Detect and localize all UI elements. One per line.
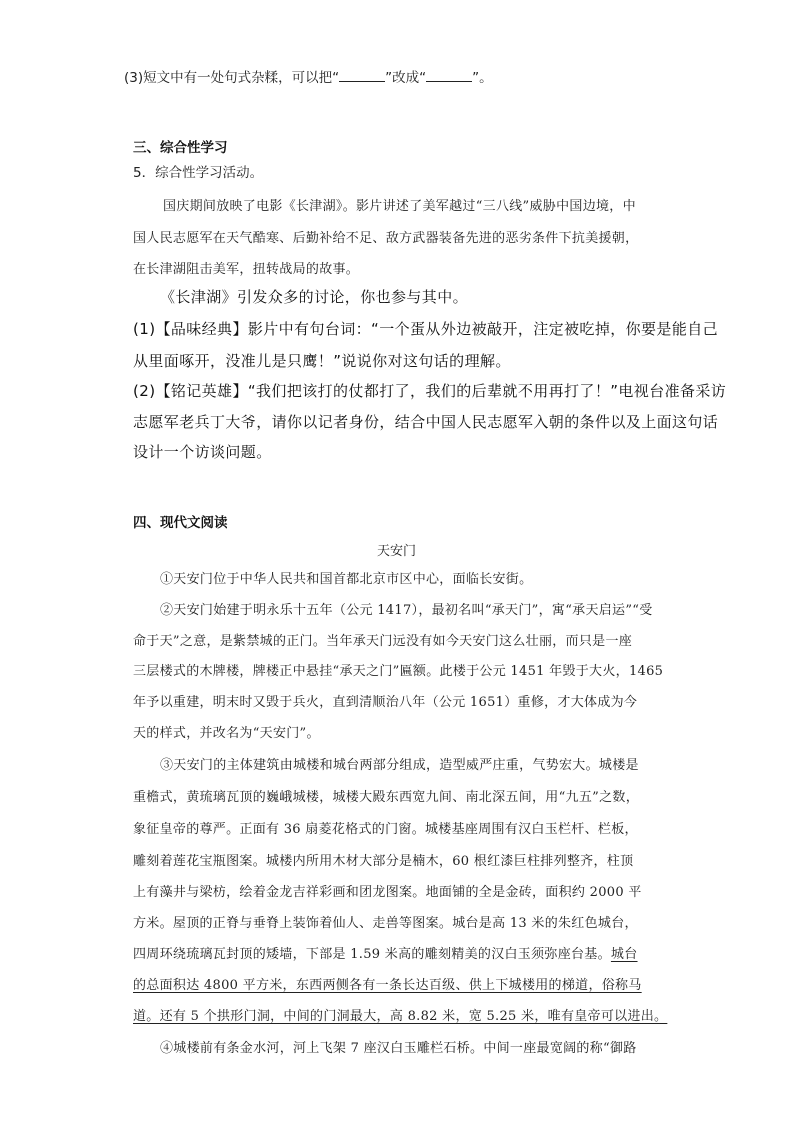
- underlined-sentence-start: 城台: [610, 947, 638, 962]
- question-2-line-1: (2)【铭记英雄】“我们把该打的仗都打了，我们的后辈就不用再打了！”电视台准备采访: [133, 382, 727, 400]
- intro-line-1: 国庆期间放映了电影《长津湖》。影片讲述了美军越过“三八线”威胁中国边境，中: [163, 199, 636, 214]
- question-3-text-middle: ”改成“: [385, 70, 427, 86]
- paragraph-2-line-2: 命于天”之意，是紫禁城的正门。当年承天门远没有如今天安门这么壮丽，而只是一座: [133, 634, 633, 649]
- question-3-text-after: ”。: [472, 70, 493, 86]
- paragraph-4: ④城楼前有条金水河，河上飞架 7 座汉白玉雕栏石桥。中间一座最宽阔的称“御路: [160, 1041, 637, 1056]
- question-1-line-1: (1)【品味经典】影片中有句台词：“一个蛋从外边被敲开，注定被吃掉，你要是能自己: [133, 320, 719, 338]
- answer-blank-2[interactable]: [426, 69, 472, 82]
- paragraph-2-line-5: 天的样式，并改名为“天安门”。: [133, 726, 320, 741]
- paragraph-1: ①天安门位于中华人民共和国首都北京市区中心，面临长安街。: [160, 572, 533, 587]
- paragraph-3-line-5: 上有藻井与梁枋，绘着金龙吉祥彩画和团龙图案。地面铺的全是金砖，面积约 2000 平: [133, 885, 642, 900]
- question-1-line-2: 从里面啄开，没准儿是只鹰！”说说你对这句话的理解。: [133, 352, 511, 370]
- article-title: 天安门: [377, 544, 417, 559]
- answer-blank-1[interactable]: [339, 69, 385, 82]
- paragraph-3-line-4: 雕刻着莲花宝瓶图案。城楼内所用木材大部分是楠木，60 根红漆巨柱排列整齐，柱顶: [133, 854, 634, 869]
- paragraph-3-line-3: 象征皇帝的尊严。正面有 36 扇菱花格式的门窗。城楼基座周围有汉白玉栏杆、栏板，: [133, 822, 638, 837]
- paragraph-2-line-4: 年予以重建，明末时又毁于兵火，直到清顺治八年（公元 1651）重修，才大体成为今: [133, 695, 638, 710]
- paragraph-2-line-3: 三层楼式的木牌楼，牌楼正中悬挂“承天之门”匾额。此楼于公元 1451 年毁于大火，1465: [133, 664, 664, 679]
- section-3-heading: 三、综合性学习: [133, 140, 228, 156]
- intro-line-2: 国人民志愿军在天气酷寒、后勤补给不足、敌方武器装备先进的恶劣条件下抗美援朝，: [133, 231, 639, 246]
- lead-sentence: 《长津湖》引发众多的讨论，你也参与其中。: [160, 288, 469, 306]
- section-4-heading: 四、现代文阅读: [133, 515, 228, 531]
- underlined-sentence-line-1: 的总面积达 4800 平方米，东西两侧各有一条长达百级、供上下城楼用的梯道，俗称马: [133, 978, 642, 993]
- question-3: [124, 66, 493, 86]
- intro-line-3: 在长津湖阻击美军，扭转战局的故事。: [133, 262, 360, 277]
- item-5-label: 5．综合性学习活动。: [133, 165, 264, 181]
- paragraph-2-line-1: ②天安门始建于明永乐十五年（公元 1417），最初名叫“承天门”，寓“承天启运”“受: [160, 603, 653, 618]
- underlined-sentence-line-2: 道。还有 5 个拱形门洞，中间的门洞最大，高 8.82 米，宽 5.25 米，唯有皇帝可以进出。: [133, 1009, 668, 1024]
- paragraph-3-line-7: [133, 943, 638, 962]
- question-2-line-2: 志愿军老兵丁大爷，请你以记者身份，结合中国人民志愿军入朝的条件以及上面这句话: [133, 413, 719, 431]
- question-3-text-before: (3)短文中有一处句式杂糅，可以把“: [124, 70, 340, 86]
- paragraph-3-line-6: 方米。屋顶的正脊与垂脊上装饰着仙人、走兽等图案。城台是高 13 米的朱红色城台，: [133, 916, 638, 931]
- question-2-line-3: 设计一个访谈问题。: [133, 443, 272, 461]
- paragraph-3-line-1: ③天安门的主体建筑由城楼和城台两部分组成，造型威严庄重，气势宏大。城楼是: [160, 758, 639, 773]
- paragraph-3-line-7-plain: 四周环绕琉璃瓦封顶的矮墙，下部是 1.59 米高的雕刻精美的汉白玉须弥座台基。: [133, 947, 611, 962]
- paragraph-3-line-2: 重檐式，黄琉璃瓦顶的巍峨城楼，城楼大殿东西宽九间、南北深五间，用“九五”之数，: [133, 790, 639, 805]
